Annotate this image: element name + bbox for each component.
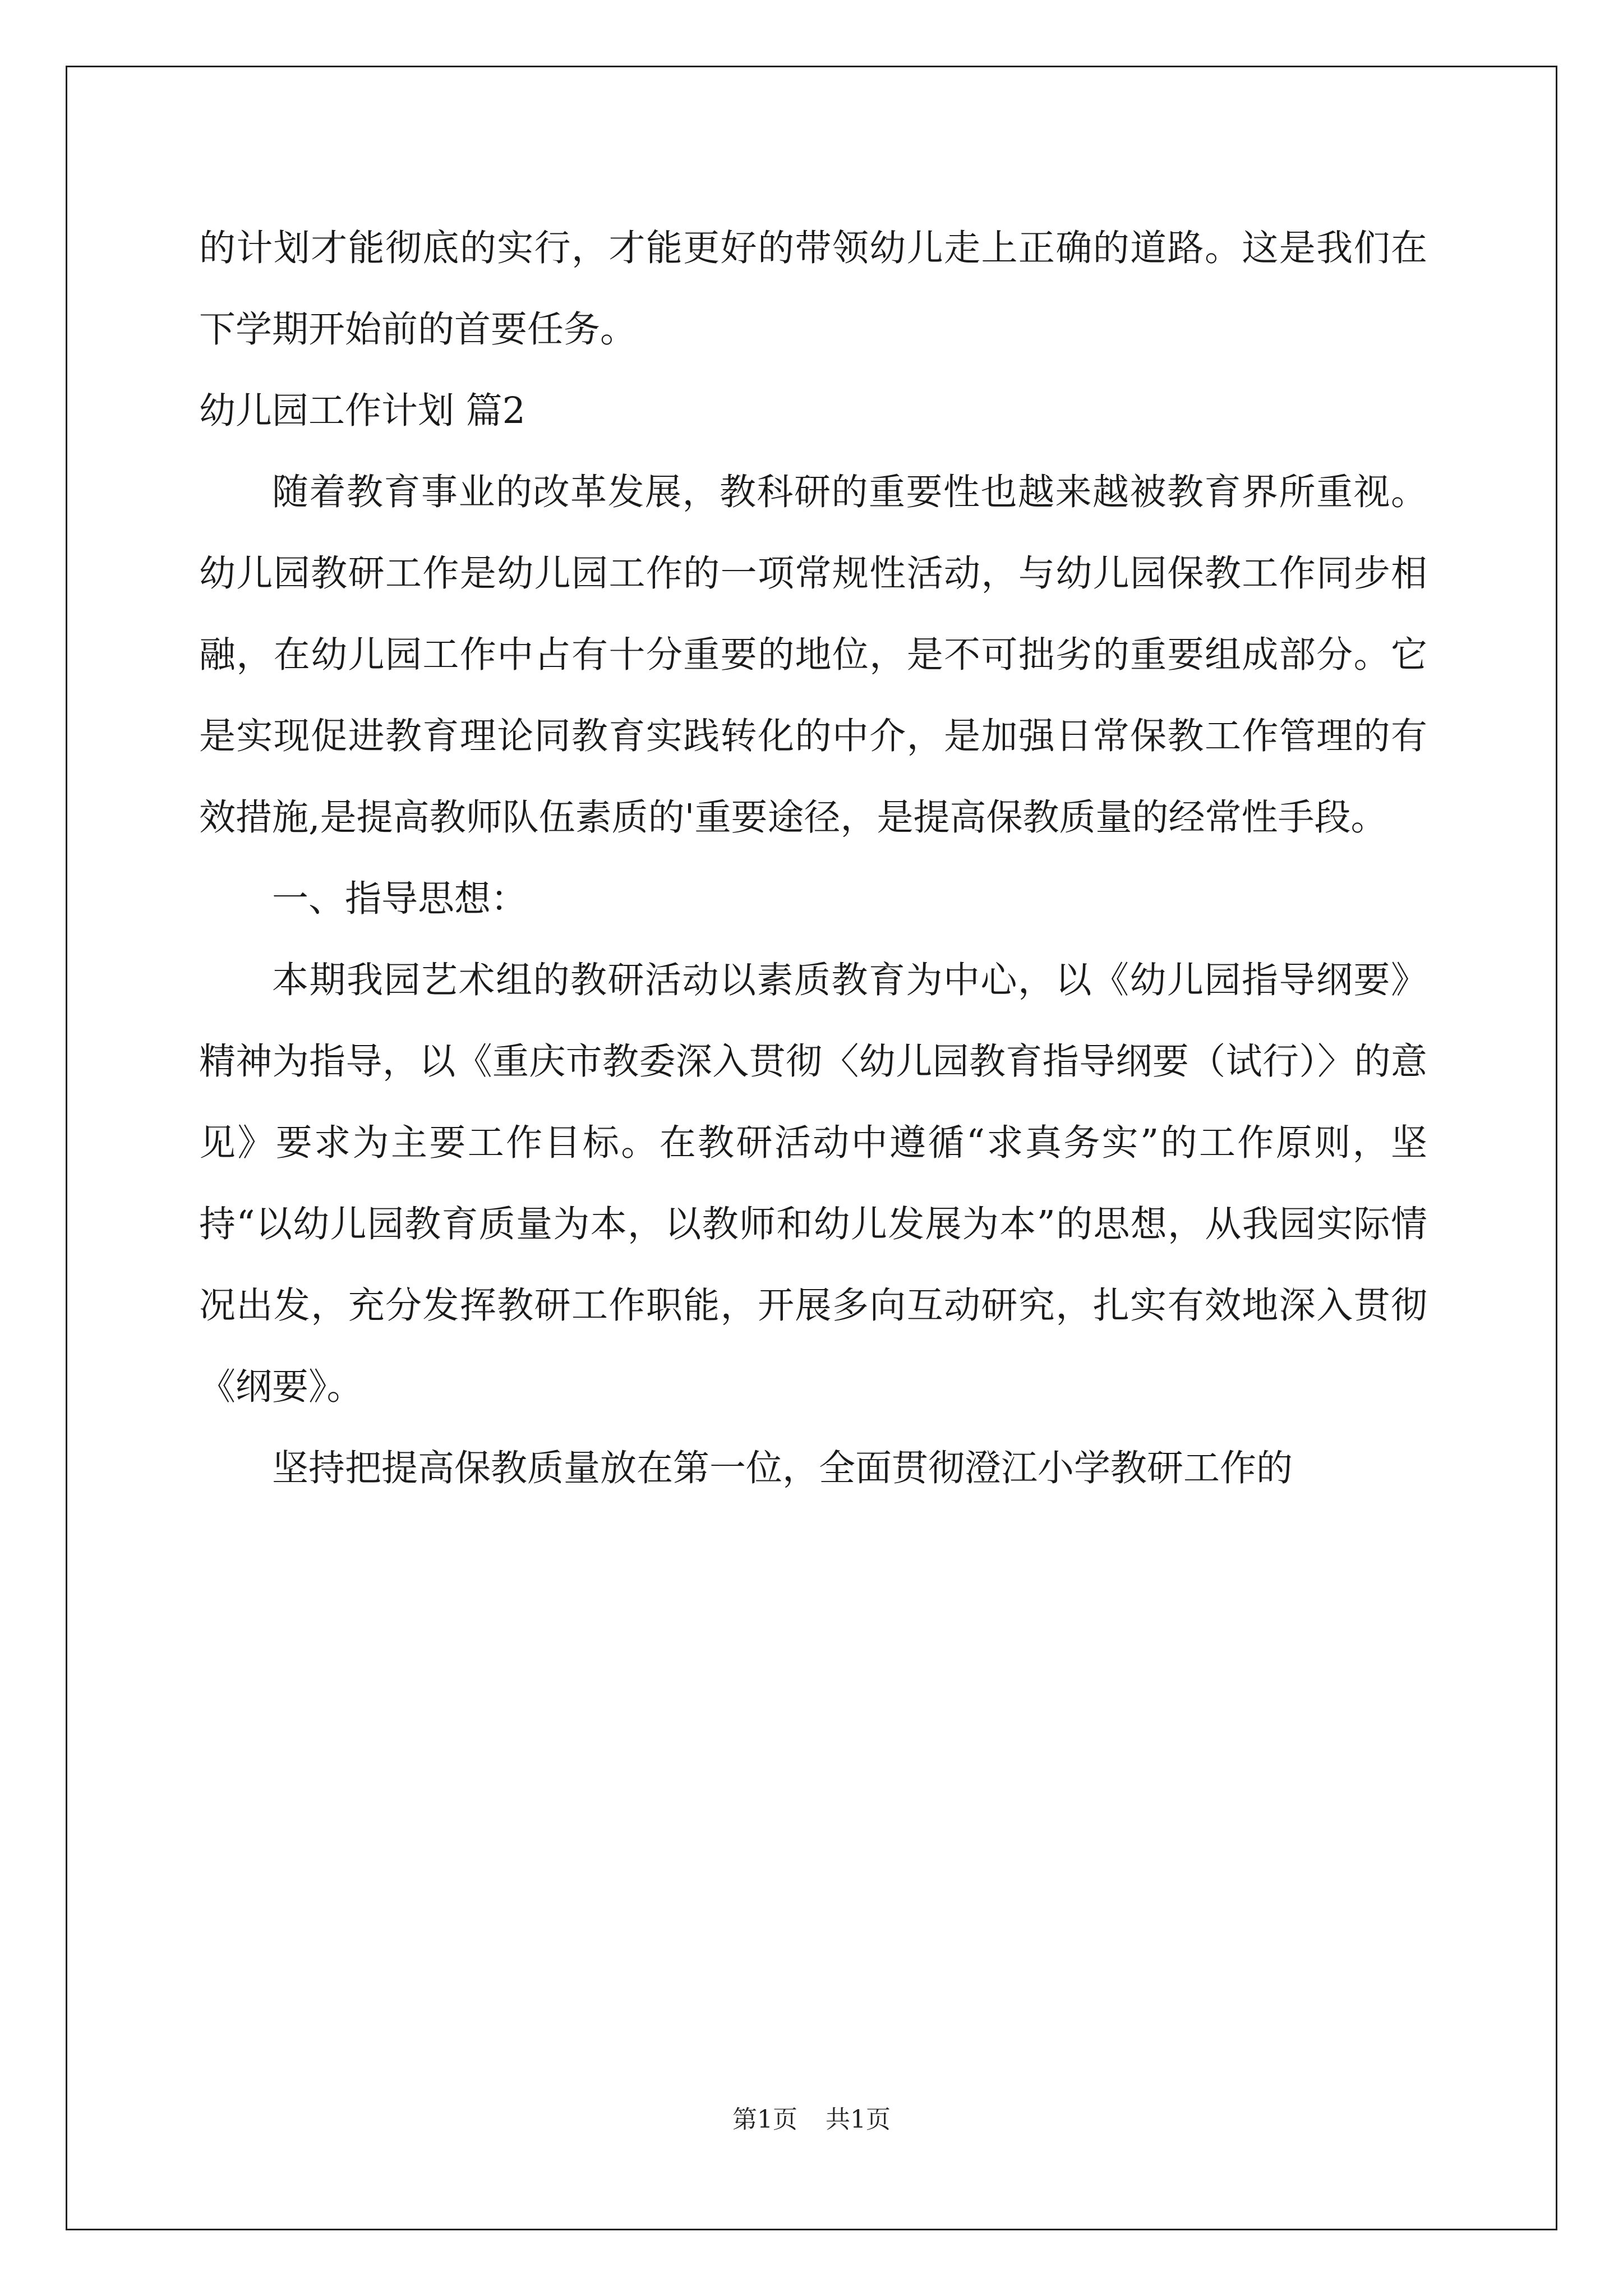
paragraph-3: 坚持把提高保教质量放在第一位，全面贯彻澄江小学教研工作的 xyxy=(272,1447,1293,1489)
intro-paragraph: 的计划才能彻底的实行，才能更好的带领幼儿走上正确的道路。这是我们在下学期开始前的首要任务。 xyxy=(199,227,1427,351)
page-number: 第1页 xyxy=(732,2105,797,2134)
paragraph-1: 随着教育事业的改革发展，教科研的重要性也越来越被教育界所重视。幼儿园教研工作是幼儿园工作的一项常规性活动，与幼儿园保教工作同步相融，在幼儿园工作中占有十分重要的地位，是不可拙劣的重要组成部分。它是实现促进教育理论同教育实践转化的中介，是加强日常保教工作管理的有效措施,是提高教师队伍素质的'重要途径，是提高保教质量的经常性手段。 xyxy=(199,471,1427,839)
paragraph-2: 本期我园艺术组的教研活动以素质教育为中心，以《幼儿园指导纲要》精神为指导，以《重庆市教委深入贯彻〈幼儿园教育指导纲要（试行）〉的意见》要求为主要工作目标。在教研活动中遵循“求真务实”的工作原则，坚持“以幼儿园教育质量为本，以教师和幼儿发展为本”的思想，从我园实际情况出发，充分发挥教研工作职能，开展多向互动研究，扎实有效地深入贯彻《纲要》。 xyxy=(199,959,1427,1408)
section-title: 幼儿园工作计划 篇2 xyxy=(199,390,526,432)
document-body xyxy=(199,208,1427,1509)
page-footer xyxy=(0,2099,1623,2135)
subheading-guiding-ideology: 一、指导思想： xyxy=(272,878,528,920)
total-pages: 共1页 xyxy=(826,2105,891,2134)
